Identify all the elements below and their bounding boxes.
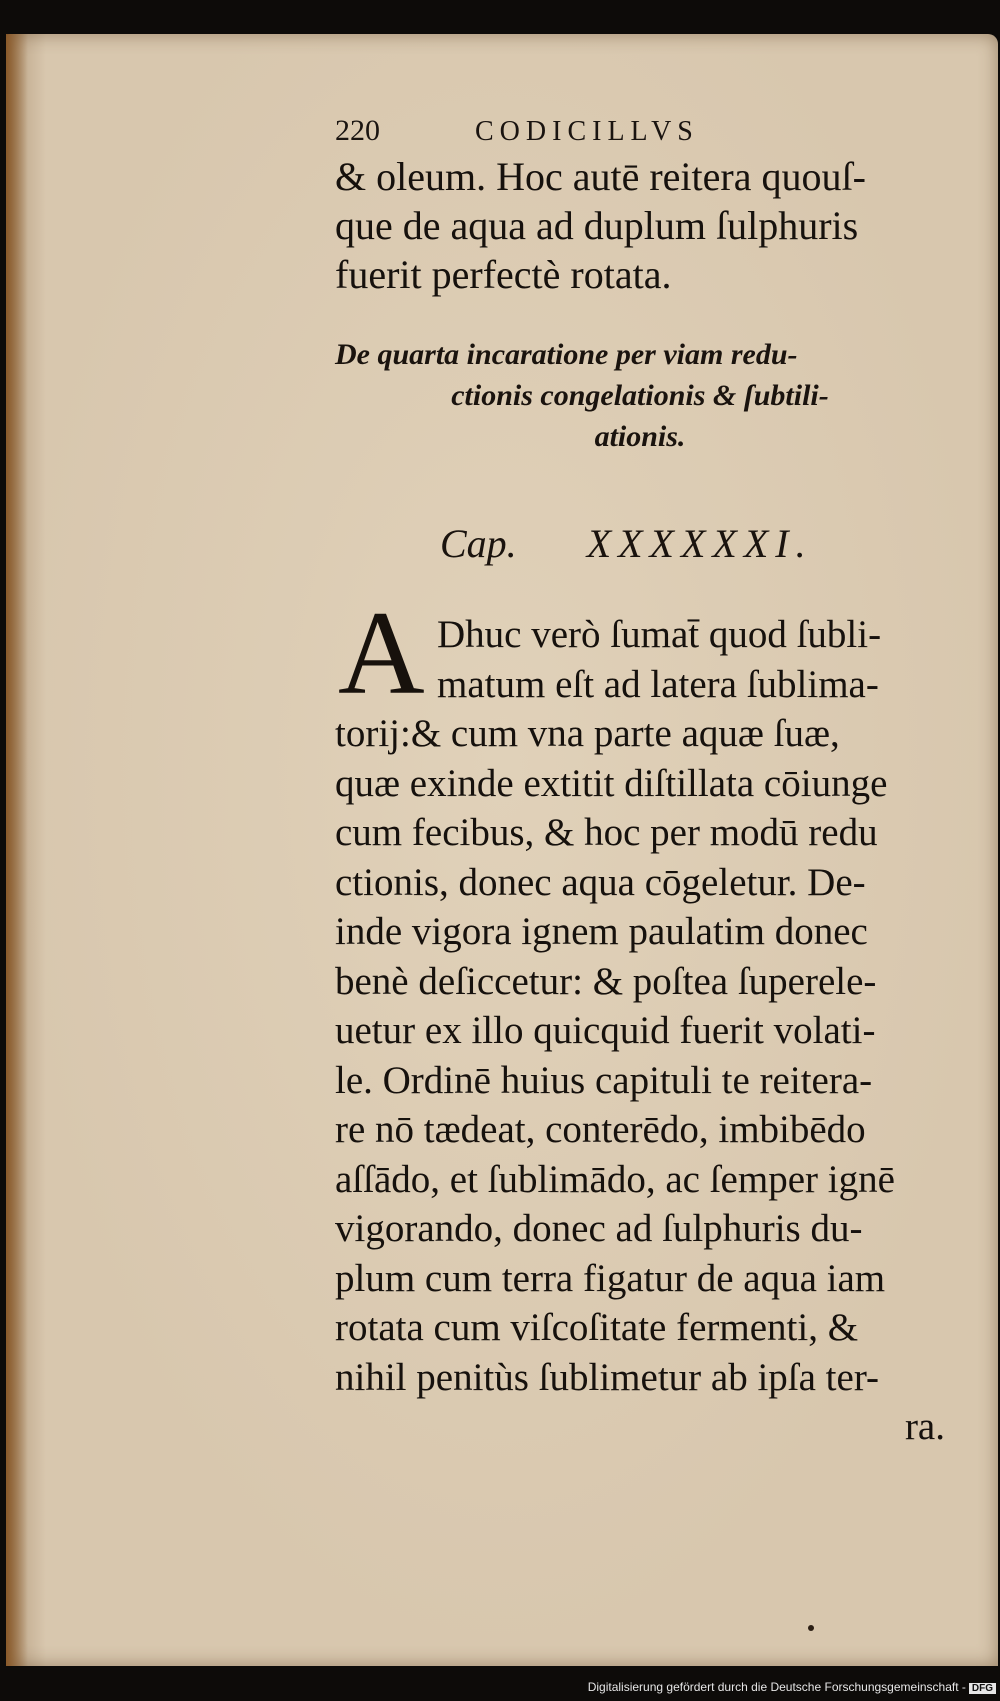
credit-text: Digitalisierung gefördert durch die Deutsche Forschungsgemeinschaft - — [587, 1680, 966, 1694]
digitization-credit — [588, 1680, 996, 1694]
chapter-heading — [335, 334, 945, 457]
running-header — [335, 114, 699, 148]
text-line: Dhuc verò ſumat̄ quod ſubli- — [437, 613, 882, 656]
text-line: nihil penitùs ſublimetur ab ipſa ter- — [335, 1355, 880, 1399]
text-line: torij:& cum vna parte aquæ ſuæ, — [335, 712, 840, 755]
drop-cap-initial: A — [338, 586, 425, 719]
text-line: quæ exinde extitit diſtillata cōiunge — [335, 761, 888, 805]
text-line: plum cum terra figatur de aqua iam — [335, 1256, 886, 1300]
text-line: aſſādo, et ſublimādo, ac ſemper ignē — [335, 1157, 895, 1201]
page-gutter-edge — [6, 34, 28, 1666]
chapter-number — [440, 520, 813, 567]
text-line: fuerit perfectè rotata. — [335, 252, 672, 297]
text-line: benè deſiccetur: & poſtea ſuperele- — [335, 959, 877, 1003]
text-line: cum fecibus, & hoc per modū redu — [335, 811, 878, 854]
text-line: & oleum. Hoc autē reitera quouſ- — [335, 154, 866, 199]
heading-line: De quarta incaratione per viam redu- — [335, 338, 798, 371]
text-line: re nō tædeat, conterēdo, imbibēdo — [335, 1108, 866, 1151]
heading-line: ctionis congelationis & ſubtili- — [451, 379, 829, 412]
page-number: 220 — [335, 114, 380, 147]
text-line: que de aqua ad duplum ſulphuris — [335, 203, 859, 248]
cap-label: Cap. — [440, 521, 517, 566]
running-head-title: CODICILLVS — [475, 116, 699, 147]
text-line: ctionis, donec aqua cōgeletur. De- — [335, 860, 866, 904]
heading-line: ationis. — [594, 420, 686, 453]
continued-text — [335, 152, 866, 299]
text-line: vigorando, donec ad ſulphuris du- — [335, 1207, 863, 1250]
catchword: ra. — [904, 1405, 945, 1448]
text-line: uetur ex illo quicquid fuerit volati- — [335, 1009, 876, 1052]
text-line: rotata cum viſcoſitate fermenti, & — [335, 1306, 859, 1349]
dfg-logo: DFG — [969, 1683, 996, 1694]
text-line: matum eſt ad latera ſublima- — [437, 662, 879, 706]
text-line: inde vigora ignem paulatim donec — [335, 910, 868, 953]
cap-roman-number: XXXXXXI. — [586, 521, 813, 566]
text-line: le. Ordinē huius capituli te reitera- — [335, 1058, 873, 1102]
ink-dot — [808, 1625, 814, 1631]
chapter-body — [335, 610, 945, 1452]
